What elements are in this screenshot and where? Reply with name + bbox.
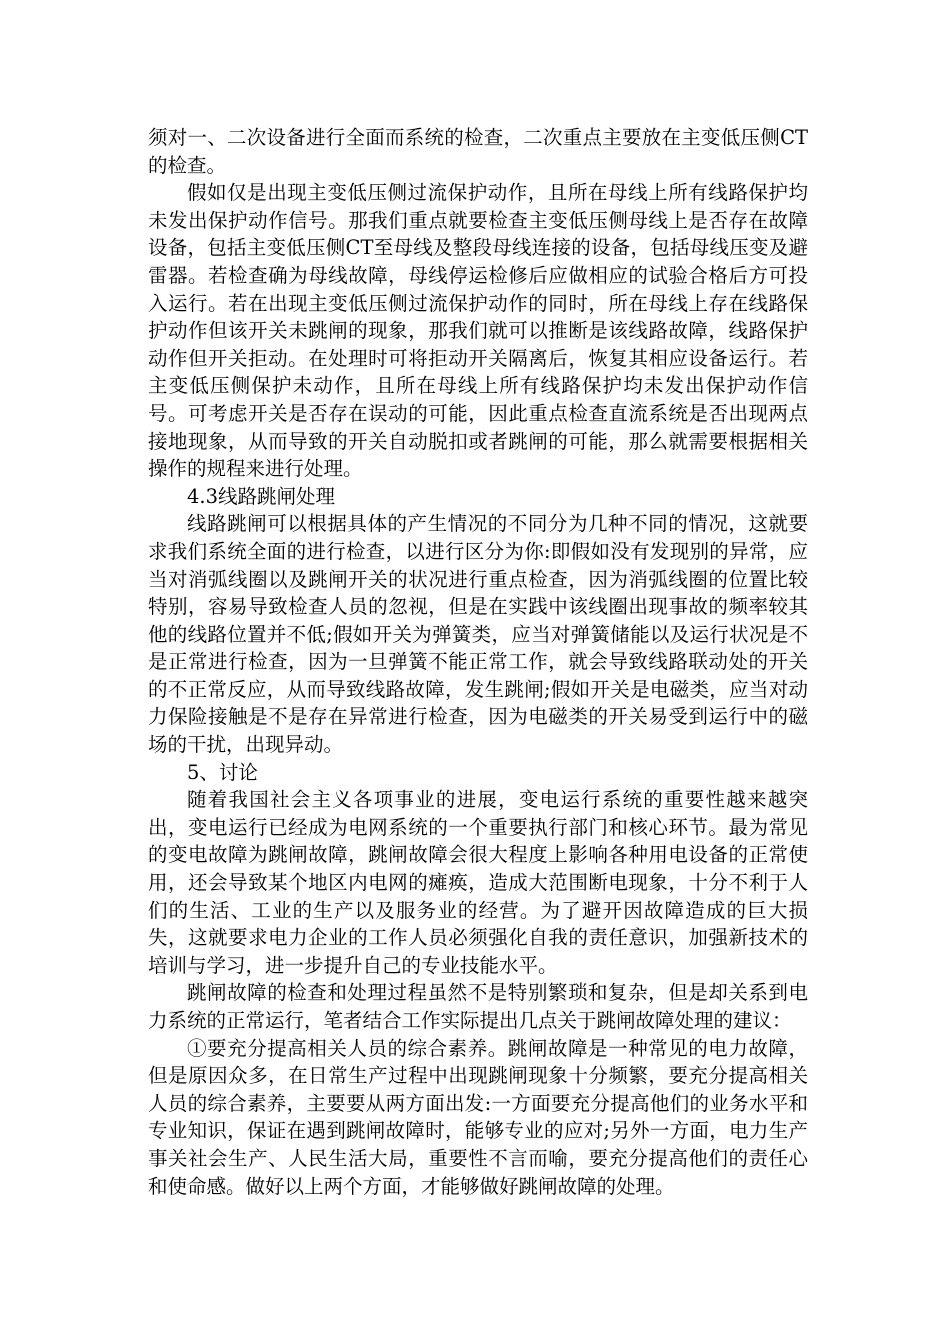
paragraph-continuation: 须对一、二次设备进行全面而系统的检查，二次重点主要放在主变低压侧CT的检查。 xyxy=(148,126,808,177)
paragraph-discussion-2: 跳闸故障的检查和处理过程虽然不是特别繁琐和复杂，但是却关系到电力系统的正常运行，笔者结合工作实际提出几点关于跳闸故障处理的建议： xyxy=(148,981,808,1032)
document-body xyxy=(148,124,808,1200)
section-heading-4-3: 4.3线路跳闸处理 xyxy=(187,484,336,508)
paragraph-discussion-1: 随着我国社会主义各项事业的进展，变电运行系统的重要性越来越突出，变电运行已经成为电网系统的一个重要执行部门和核心环节。最为常见的变电故障为跳闸故障，跳闸故障会很大程度上影响各种用电设备的正常使用，还会导致某个地区内电网的瘫痪，造成大范围断电现象，十分不利于人们的生活、工业的生产以及服务业的经营。为了避开因故障造成的巨大损失，这就要求电力企业的工作人员必须强化自我的责任意识，加强新技术的培训与学习，进一步提升自己的专业技能水平。 xyxy=(148,788,808,977)
paragraph-main-transformer-protection: 假如仅是出现主变低压侧过流保护动作，且所在母线上所有线路保护均未发出保护动作信号。那我们重点就要检查主变低压侧母线上是否存在故障设备，包括主变低压侧CT至母线及整段母线连接的设备，包括母线压变及避雷器。若检查确为母线故障，母线停运检修后应做相应的试验合格后方可投入运行。若在出现主变低压侧过流保护动作的同时，所在母线上存在线路保护动作但该开关未跳闸的现象，那我们就可以推断是该线路故障，线路保护动作但开关拒动。在处理时可将拒动开关隔离后，恢复其相应设备运行。若主变低压侧保护未动作，且所在母线上所有线路保护均未发出保护动作信号。可考虑开关是否存在误动的可能，因此重点检查直流系统是否出现两点接地现象，从而导致的开关自动脱扣或者跳闸的可能，那么就需要根据相关操作的规程来进行处理。 xyxy=(148,181,808,481)
section-heading-5: 5、讨论 xyxy=(187,760,258,784)
paragraph-suggestion-1: ①要充分提高相关人员的综合素养。跳闸故障是一种常见的电力故障，但是原因众多，在日常生产过程中出现跳闸现象十分频繁，要充分提高相关人员的综合素养，主要要从两方面出发:一方面要充分提高他们的业务水平和专业知识，保证在遇到跳闸故障时，能够专业的应对;另外一方面，电力生产事关社会生产、人民生活大局，重要性不言而喻，要充分提高他们的责任心和使命感。做好以上两个方面，才能够做好跳闸故障的处理。 xyxy=(148,1036,808,1198)
paragraph-line-trip: 线路跳闸可以根据具体的产生情况的不同分为几种不同的情况，这就要求我们系统全面的进行检查，以进行区分为你:即假如没有发现别的异常，应当对消弧线圈以及跳闸开关的状况进行重点检查，因为消弧线圈的位置比较特别，容易导致检查人员的忽视，但是在实践中该线圈出现事故的频率较其他的线路位置并不低;假如开关为弹簧类，应当对弹簧储能以及运行状况是不是正常进行检查，因为一旦弹簧不能正常工作，就会导致线路联动处的开关的不正常反应，从而导致线路故障，发生跳闸;假如开关是电磁类，应当对动力保险接触是不是存在异常进行检查，因为电磁类的开关易受到运行中的磁场的干扰，出现异动。 xyxy=(148,512,808,757)
